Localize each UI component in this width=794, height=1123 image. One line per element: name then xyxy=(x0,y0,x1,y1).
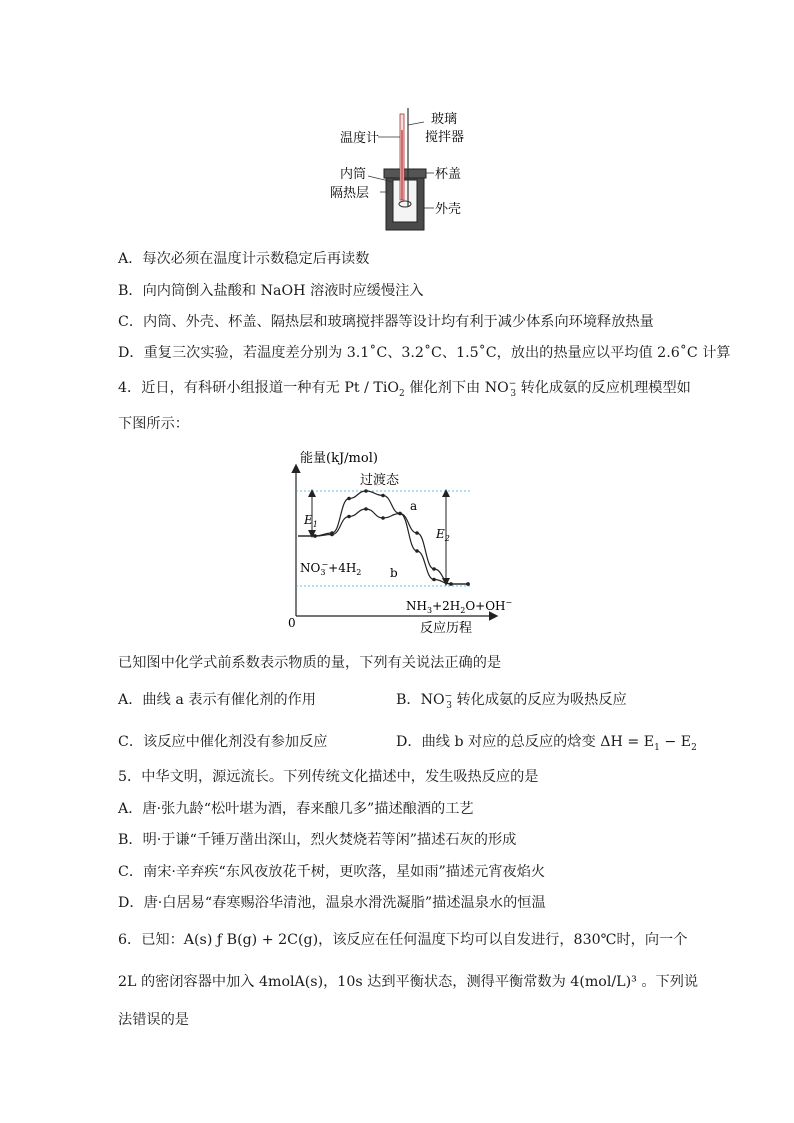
series-b-point xyxy=(364,507,368,511)
series-b-point xyxy=(347,515,351,519)
chart-series-b-label: b xyxy=(390,566,398,580)
q4-option-c: C．该反应中催化剂没有参加反应 xyxy=(118,734,328,750)
chart-transition-state-label: 过渡态 xyxy=(360,473,400,488)
label-glass-stirrer-2: 搅拌器 xyxy=(425,130,465,145)
q3-option-b: B．向内筒倒入盐酸和 NaOH 溶液时应缓慢注入 xyxy=(118,283,424,299)
series-b-point xyxy=(415,531,419,535)
q6-line1: 6．已知：A(s) ƒ B(g) + 2C(g)，该反应在任何温度下均可以自发进行，830℃时，向一个 xyxy=(118,932,688,948)
q5-stem: 5．中华文明，源远流长。下列传统文化描述中，发生吸热反应的是 xyxy=(118,769,539,785)
series-b-point xyxy=(313,534,317,538)
calorimeter-diagram xyxy=(330,100,480,235)
series-b-point xyxy=(432,567,436,571)
series-b-point xyxy=(381,516,385,520)
q5-option-c: C．南宋·辛弃疾“东风夜放花千树，更吹落，星如雨”描述元宵夜焰火 xyxy=(118,864,546,880)
q3-option-a: A．每次必须在温度计示数稳定后再读数 xyxy=(118,251,370,267)
q5-option-d: D．唐·白居易“春寒赐浴华清池，温泉水滑洗凝脂”描述温泉水的恒温 xyxy=(118,895,546,911)
chart-xlabel: 反应历程 xyxy=(420,621,473,636)
series-a-point xyxy=(432,578,436,582)
series-a-point xyxy=(381,494,385,498)
chart-origin: 0 xyxy=(288,616,296,630)
q4-stem: 4．近日，有科研小组报道一种有无 Pt / TiO$_2$ 催化剂下由 $NO^-_3$ 转化成氨的反应机理模型如 xyxy=(118,379,691,399)
q4-option-d: D．曲线 b 对应的总反应的焓变 $\Delta H = E_1 - E_2$ xyxy=(396,734,697,753)
q3-option-d: D．重复三次实验，若温度差分别为 3.1˚C、3.2˚C、1.5˚C，放出的热量应以平均值 2.6˚C 计算 xyxy=(118,345,731,361)
label-lid: 杯盖 xyxy=(435,167,462,182)
chart-ylabel: 能量(kJ/mol) xyxy=(300,451,378,466)
label-glass-stirrer-1: 玻璃 xyxy=(431,112,458,127)
label-thermometer: 温度计 xyxy=(340,131,380,146)
chart-reactants-label: $NO_3-+4H_2$ xyxy=(300,560,362,577)
q5-option-a: A．唐·张九龄“松叶堪为酒，春来酿几多”描述酿酒的工艺 xyxy=(118,801,474,817)
energy-profile-chart xyxy=(282,446,512,640)
q4-option-b: B．$NO^-_3$ 转化成氨的反应为吸热反应 xyxy=(396,691,627,711)
q4-option-a: A．曲线 a 表示有催化剂的作用 xyxy=(118,692,316,708)
chart-E1-label: $E_1$ xyxy=(304,513,318,529)
q5-option-b: B．明·于谦“千锤万凿出深山，烈火焚烧若等闲”描述石灰的形成 xyxy=(118,832,517,848)
series-b-point xyxy=(466,582,470,586)
q3-option-c: C．内筒、外壳、杯盖、隔热层和玻璃搅拌器等设计均有利于减少体系向环境释放热量 xyxy=(118,314,654,330)
chart-E2-label: $E_2$ xyxy=(436,527,450,543)
chart-series-a-label: a xyxy=(410,499,418,513)
q4-stem-line2: 下图所示： xyxy=(118,416,189,432)
q6-line3: 法错误的是 xyxy=(118,1012,189,1028)
q4-known: 已知图中化学式前系数表示物质的量，下列有关说法正确的是 xyxy=(118,655,502,671)
series-b-point xyxy=(398,512,402,516)
label-outer-shell: 外壳 xyxy=(435,202,462,217)
label-insulation-layer: 隔热层 xyxy=(330,186,370,201)
q6-line2: 2L 的密闭容器中加入 4molA(s)，10s 达到平衡状态，测得平衡常数为 4(mol/L)³ 。下列说 xyxy=(118,974,699,990)
chart-products-label: $NH_3+2H_2O+OH^-$ xyxy=(406,598,512,615)
series-b-point xyxy=(330,533,334,537)
series-a-point xyxy=(347,497,351,501)
series-a-point xyxy=(364,489,368,493)
series-b-point xyxy=(449,582,453,586)
lid xyxy=(384,169,426,178)
series-a-point xyxy=(415,549,419,553)
label-inner-cylinder: 内筒 xyxy=(340,167,367,182)
